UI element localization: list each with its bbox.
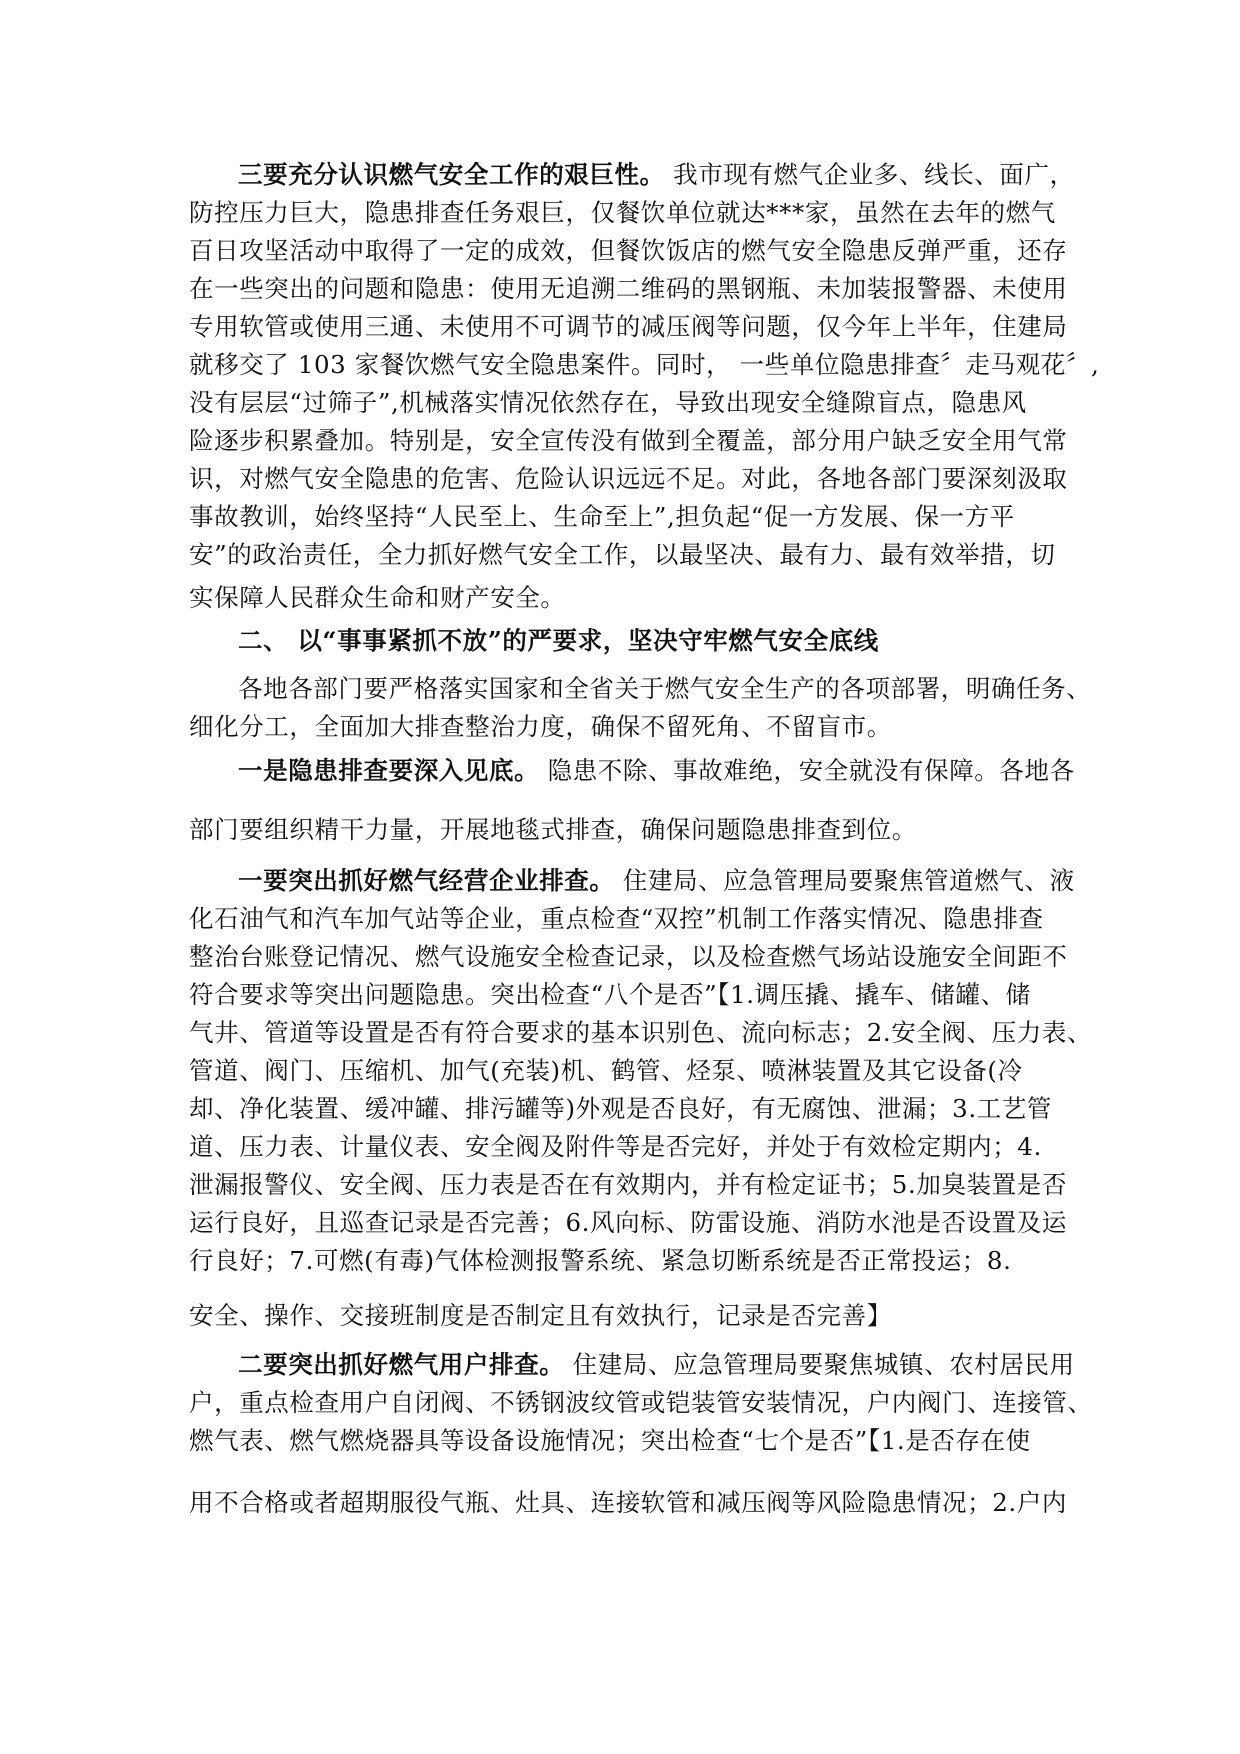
line-text: 我市现有燃气企业多、线长、面广， — [664, 160, 1075, 189]
paragraph-line: 安全、操作、交接班制度是否制定且有效执行，记录是否完善】 — [189, 1301, 892, 1330]
paragraph-line: 气井、管道等设置是否有符合要求的基本识别色、流向标志；2.安全阀、压力表、 — [189, 1018, 1093, 1047]
paragraph-line: 用不合格或者超期服役气瓶、灶具、连接软管和减压阀等风险隐患情况；2.户内 — [189, 1488, 1067, 1517]
paragraph-line: 户，重点检查用户自闭阀、不锈钢波纹管或铠装管安装情况，户内阀门、连接管、 — [189, 1388, 1093, 1417]
paragraph-line: 却、净化装置、缓冲罐、排污罐等)外观是否良好，有无腐蚀、泄漏；3.工艺管 — [189, 1094, 1053, 1123]
paragraph-line: 行良好；7.可燃(有毒)气体检测报警系统、紧急切断系统是否正常投运；8. — [189, 1246, 1012, 1275]
bold-heading: 三要充分认识燃气安全工作的艰巨性。 — [238, 160, 665, 189]
paragraph-line: 燃气表、燃气燃烧器具等设备设施情况；突出检查“七个是否”【1.是否存在使 — [189, 1426, 1031, 1455]
paragraph-line: 道、压力表、计量仪表、安全阀及附件等是否完好，并处于有效检定期内；4. — [189, 1132, 1042, 1161]
paragraph-line: 整治台账登记情况、燃气设施安全检查记录，以及检查燃气场站设施安全间距不 — [189, 942, 1068, 971]
line-text: 隐患不除、事故难绝，安全就没有保障。各地各 — [539, 756, 1075, 785]
paragraph-line — [238, 865, 1075, 897]
paragraph-line: 各地各部门要严格落实国家和全省关于燃气安全生产的各项部署，明确任务、 — [238, 674, 1092, 703]
bold-heading: 二要突出抓好燃气用户排查。 — [238, 1350, 565, 1379]
paragraph-line — [238, 755, 1075, 787]
paragraph-line — [238, 1349, 1075, 1381]
paragraph-line: 事故教训，始终坚持“人民至上、生命至上”,担负起“促一方发展、保一方平 — [189, 502, 1015, 531]
paragraph-line: 化石油气和汽车加气站等企业，重点检查“双控”机制工作落实情况、隐患排查 — [189, 904, 1044, 933]
paragraph-line: 识，对燃气安全隐患的危害、危险认识远远不足。对此，各地各部门要深刻汲取 — [189, 464, 1068, 493]
paragraph-line: 安”的政治责任，全力抓好燃气安全工作，以最坚决、最有力、最有效举措，切 — [189, 540, 1056, 569]
paragraph-line: 符合要求等突出问题隐患。突出检查“八个是否”【1.调压撬、撬车、储罐、储 — [189, 980, 1031, 1009]
paragraph-line: 泄漏报警仪、安全阀、压力表是否在有效期内，并有检定证书；5.加臭装置是否 — [189, 1170, 1067, 1199]
paragraph-line: 就移交了 103 家餐饮燃气安全隐患案件。同时， 一些单位隐患排查〞走马观花〞, — [189, 350, 1100, 379]
paragraph-line: 防控压力巨大，隐患排查任务艰巨，仅餐饮单位就达***家，虽然在去年的燃气 — [189, 198, 1056, 227]
paragraph-line: 部门要组织精干力量，开展地毯式排查，确保问题隐患排查到位。 — [189, 815, 917, 844]
section-heading — [238, 625, 879, 657]
bold-heading: 一是隐患排查要深入见底。 — [238, 756, 540, 785]
paragraph-line: 险逐步积累叠加。特别是，安全宣传没有做到全覆盖，部分用户缺乏安全用气常 — [189, 426, 1068, 455]
paragraph-line: 实保障人民群众生命和财产安全。 — [189, 583, 566, 612]
paragraph-line — [238, 159, 1075, 191]
line-text: 住建局、应急管理局要聚焦城镇、农村居民用 — [564, 1350, 1075, 1379]
paragraph-line: 管道、阀门、压缩机、加气(充装)机、鹤管、烃泵、喷淋装置及其它设备(冷 — [189, 1056, 1023, 1085]
paragraph-line: 专用软管或使用三通、未使用不可调节的减压阀等问题，仅今年上半年，住建局 — [189, 312, 1068, 341]
paragraph-line: 没有层层“过筛子”,机械落实情况依然存在，导致出现安全缝隙盲点，隐患风 — [189, 388, 1027, 417]
bold-heading: 一要突出抓好燃气经营企业排查。 — [238, 866, 615, 895]
line-text: 住建局、应急管理局要聚焦管道燃气、液 — [614, 866, 1075, 895]
paragraph-line: 运行良好，且巡查记录是否完善；6.风向标、防雷设施、消防水池是否设置及运 — [189, 1208, 1067, 1237]
bold-heading: 二、 以“事事紧抓不放”的严要求，坚决守牢燃气安全底线 — [238, 626, 879, 655]
paragraph-line: 细化分工，全面加大排查整治力度，确保不留死角、不留盲市。 — [189, 712, 892, 741]
paragraph-line: 百日攻坚活动中取得了一定的成效，但餐饮饭店的燃气安全隐患反弹严重，还存 — [189, 236, 1068, 265]
paragraph-line: 在一些突出的问题和隐患：使用无追溯二维码的黑钢瓶、未加装报警器、未使用 — [189, 274, 1068, 303]
